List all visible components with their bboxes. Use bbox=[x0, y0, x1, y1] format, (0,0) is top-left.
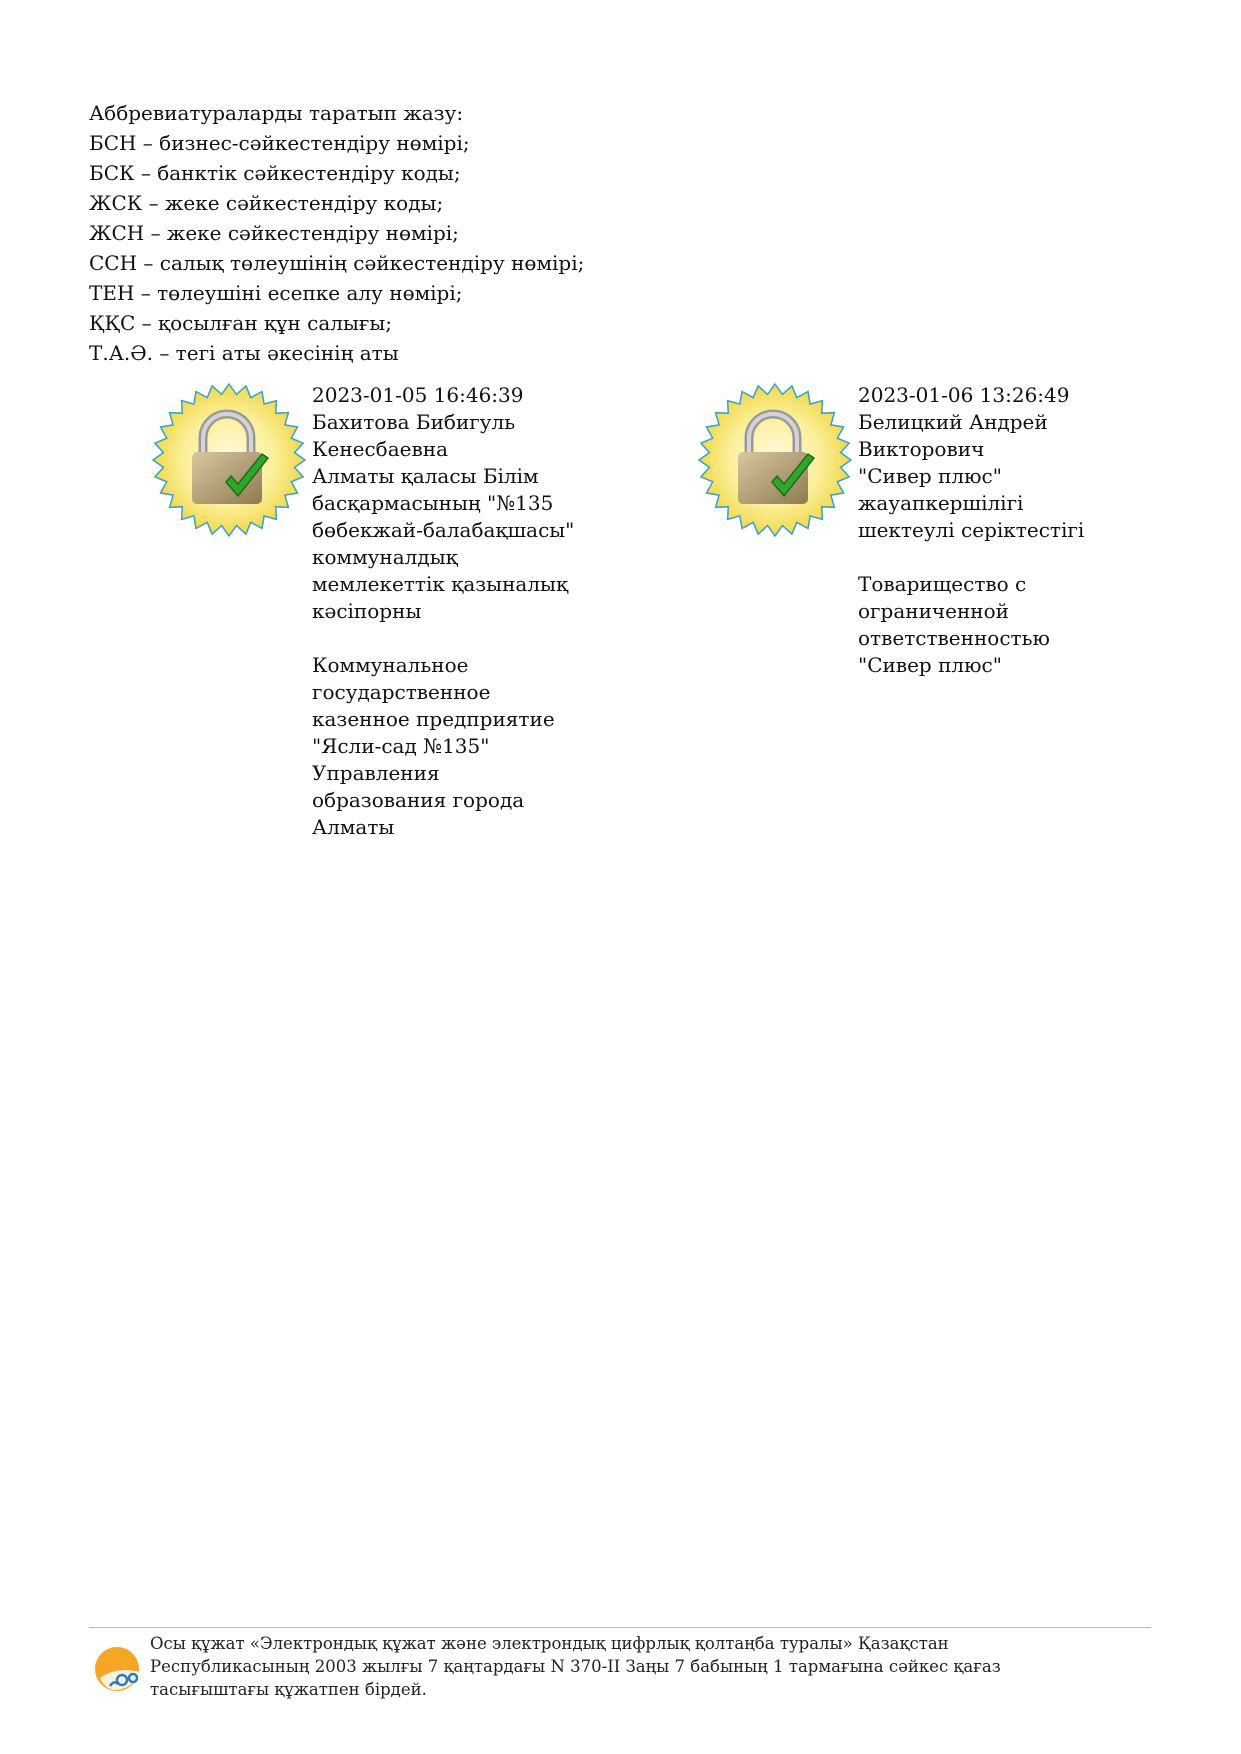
signer-name: Белицкий Андрей bbox=[858, 410, 1048, 434]
organization-kz-line: коммуналдық bbox=[312, 545, 458, 569]
organization-kz-line: Алматы қаласы Білім bbox=[312, 464, 539, 488]
abbreviation-item: БСК – банктік сәйкестендіру коды; bbox=[89, 161, 461, 185]
organization-kz-line: мемлекеттік қазыналық bbox=[312, 572, 569, 596]
egov-logo-icon bbox=[92, 1642, 146, 1696]
organization-kz-line: "Сивер плюс" bbox=[858, 464, 1002, 488]
abbreviations-list bbox=[89, 98, 584, 368]
abbreviations-heading: Аббревиатураларды таратып жазу: bbox=[89, 101, 464, 125]
abbreviation-item: ҚҚС – қосылған құн салығы; bbox=[89, 311, 393, 335]
footer-legal-notice bbox=[150, 1632, 1150, 1701]
lock-check-seal-icon bbox=[148, 382, 310, 538]
signer-name: Бахитова Бибигуль bbox=[312, 410, 516, 434]
organization-kz-line: жауапкершілігі bbox=[858, 491, 1024, 515]
footer-line: тасығыштағы құжатпен бірдей. bbox=[150, 1680, 427, 1699]
organization-ru-line: Управления bbox=[312, 761, 440, 785]
footer-divider bbox=[89, 1627, 1151, 1628]
blank-line bbox=[312, 625, 582, 652]
organization-ru-line: "Сивер плюс" bbox=[858, 653, 1002, 677]
abbreviation-item: ССН – салық төлеушінің сәйкестендіру нөмірі; bbox=[89, 251, 585, 275]
footer-line: Осы құжат «Электрондық құжат және электрондық цифрлық қолтаңба туралы» Қазақстан bbox=[150, 1634, 949, 1653]
organization-ru-line: казенное предприятие bbox=[312, 707, 555, 731]
organization-ru-line: Коммунальное bbox=[312, 653, 469, 677]
organization-kz-line: басқармасының "№135 bbox=[312, 491, 554, 515]
organization-ru-line: государственное bbox=[312, 680, 491, 704]
signer-patronymic: Кенесбаевна bbox=[312, 437, 448, 461]
organization-ru-line: образования города bbox=[312, 788, 525, 812]
signature-timestamp: 2023-01-05 16:46:39 bbox=[312, 383, 524, 407]
abbreviation-item: ЖСН – жеке сәйкестендіру нөмірі; bbox=[89, 221, 459, 245]
abbreviation-item: ТЕН – төлеушіні есепке алу нөмірі; bbox=[89, 281, 463, 305]
organization-kz-line: бөбекжай-балабақшасы" bbox=[312, 518, 575, 542]
signature-details-2 bbox=[858, 382, 1128, 679]
footer-line: Республикасының 2003 жылғы 7 қаңтардағы N 370-II Заңы 7 бабының 1 тармағына сәйкес қағаз bbox=[150, 1657, 1001, 1676]
organization-ru-line: ограниченной bbox=[858, 599, 1009, 623]
blank-line bbox=[858, 544, 1128, 571]
signer-patronymic: Викторович bbox=[858, 437, 985, 461]
organization-kz-line: кәсіпорны bbox=[312, 599, 422, 623]
organization-ru-line: ответственностью bbox=[858, 626, 1050, 650]
abbreviation-item: БСН – бизнес-сәйкестендіру нөмірі; bbox=[89, 131, 470, 155]
abbreviation-item: ЖСК – жеке сәйкестендіру коды; bbox=[89, 191, 444, 215]
organization-kz-line: шектеулі серіктестігі bbox=[858, 518, 1085, 542]
organization-ru-line: Алматы bbox=[312, 815, 395, 839]
organization-ru-line: Товарищество с bbox=[858, 572, 1027, 596]
organization-ru-line: "Ясли-сад №135" bbox=[312, 734, 490, 758]
abbreviation-item: Т.А.Ә. – тегі аты әкесінің аты bbox=[89, 341, 399, 365]
signature-details-1 bbox=[312, 382, 582, 841]
signature-timestamp: 2023-01-06 13:26:49 bbox=[858, 383, 1070, 407]
lock-check-seal-icon bbox=[694, 382, 856, 538]
